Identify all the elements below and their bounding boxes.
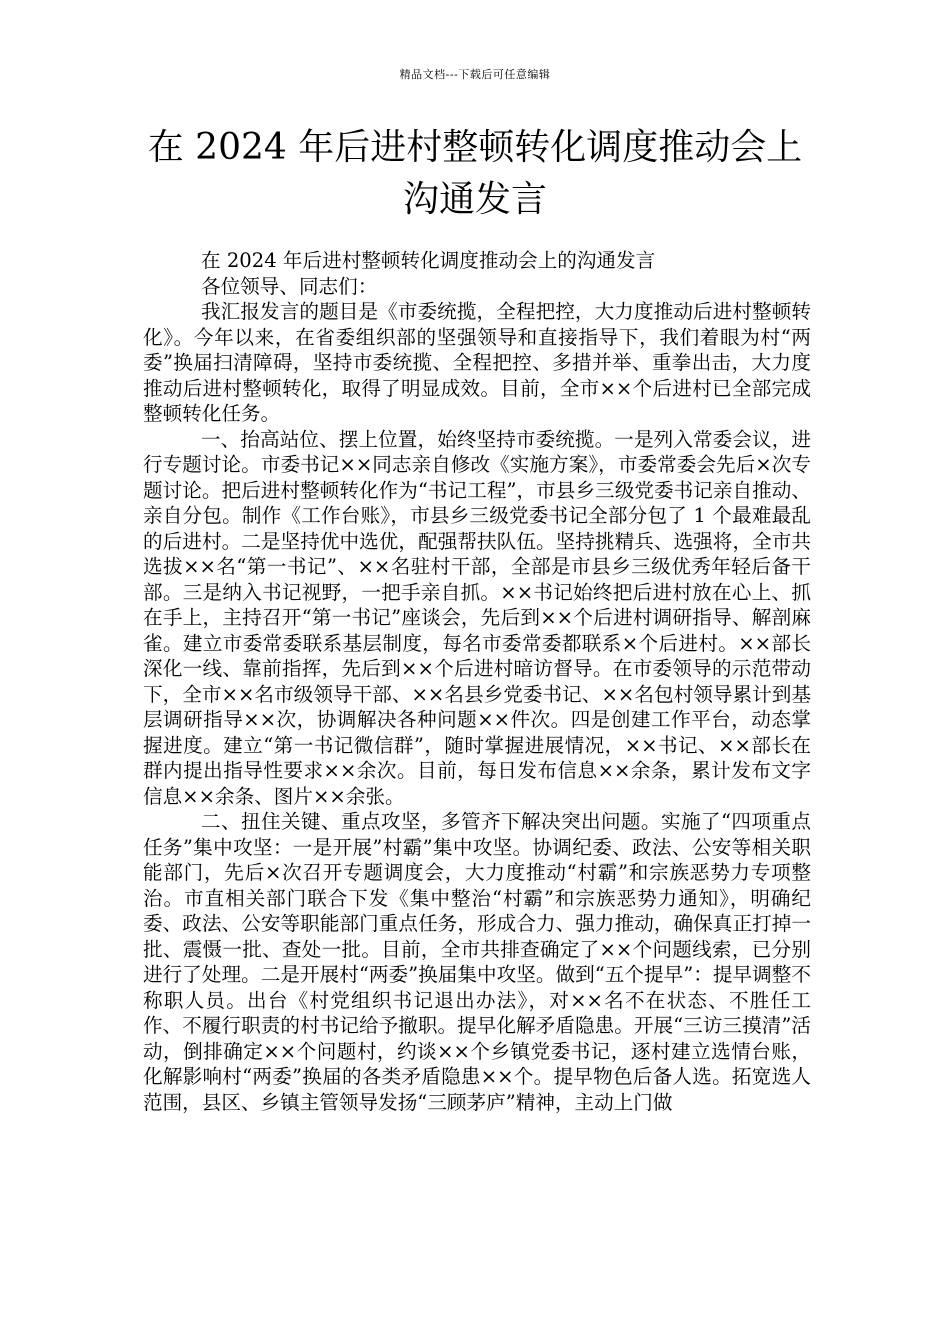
document-title: 在 2024 年后进村整顿转化调度推动会上沟通发言: [147, 127, 803, 220]
greeting: 各位领导、同志们：: [201, 274, 378, 298]
paragraph-section-one: 一、抬高站位、摆上位置，始终坚持市委统揽。一是列入常委会议，进行专题讨论。市委书记××同志亲自修改《实施方案》，市委常委会先后×次专题讨论。把后进村整顿转化作为“书记工程”，市县乡三级党委书记亲自推动、亲自分包。制作《工作台账》，市县乡三级党委书记全部分包了 1 个最难最乱的后进村。二是坚持优中选优，配强帮扶队伍。坚持挑精兵、选强将，全市共选拔××名“第一书记”、××名驻村干部，全部是市县乡三级优秀年轻后备干部。三是纳入书记视野，一把手亲自抓。××书记始终把后进村放在心上、抓在手上，主持召开“第一书记”座谈会，先后到××个后进村调研指导、解剖麻雀。建立市委常委联系基层制度，每名市委常委都联系×个后进村。××部长深化一线、靠前指挥，先后到××个后进村暗访督导。在市委领导的示范带动下，全市××名市级领导干部、××名县乡党委书记、××名包村领导累计到基层调研指导××次，协调解决各种问题××件次。四是创建工作平台，动态掌握进度。建立“第一书记微信群”，随时掌握进展情况，××书记、××部长在群内提出指导性要求××余次。目前，每日发布信息××余条，累计发布文字信息××余条、图片××余张。: [143, 427, 811, 808]
paragraph-intro: 我汇报发言的题目是《市委统揽，全程把控，大力度推动后进村整顿转化》。今年以来，在省委组织部的坚强领导和直接指导下，我们着眼为村“两委”换届扫清障碍，坚持市委统揽、全程把控、多措并举、重拳出击，大力度推动后进村整顿转化，取得了明显成效。目前，全市××个后进村已全部完成整顿转化任务。: [143, 300, 811, 425]
document-body: [143, 248, 811, 1115]
paragraph-section-two: 二、扭住关键、重点攻坚，多管齐下解决突出问题。实施了“四项重点任务”集中攻坚：一是开展”村霸”集中攻坚。协调纪委、政法、公安等相关职能部门，先后×次召开专题调度会，大力度推动“村霸”和宗族恶势力专项整治。市直相关部门联合下发《集中整治“村霸”和宗族恶势力通知》，明确纪委、政法、公安等职能部门重点任务，形成合力、强力推动，确保真正打掉一批、震慑一批、查处一批。目前，全市共排查确定了××个问题线索，已分别进行了处理。二是开展村“两委”换届集中攻坚。做到“五个提早”：提早调整不称职人员。出台《村党组织书记退出办法》，对××名不在状态、不胜任工作、不履行职责的村书记给予撤职。提早化解矛盾隐患。开展“三访三摸清”活动，倒排确定××个问题村，约谈××个乡镇党委书记，逐村建立选情台账，化解影响村“两委”换届的各类矛盾隐患××个。提早物色后备人选。拓宽选人范围，县区、乡镇主管领导发扬“三顾茅庐”精神，主动上门做: [143, 810, 811, 1114]
document-header-note: 精品文档---下载后可任意编辑: [399, 68, 551, 81]
document-subtitle: 在 2024 年后进村整顿转化调度推动会上的沟通发言: [201, 249, 656, 272]
